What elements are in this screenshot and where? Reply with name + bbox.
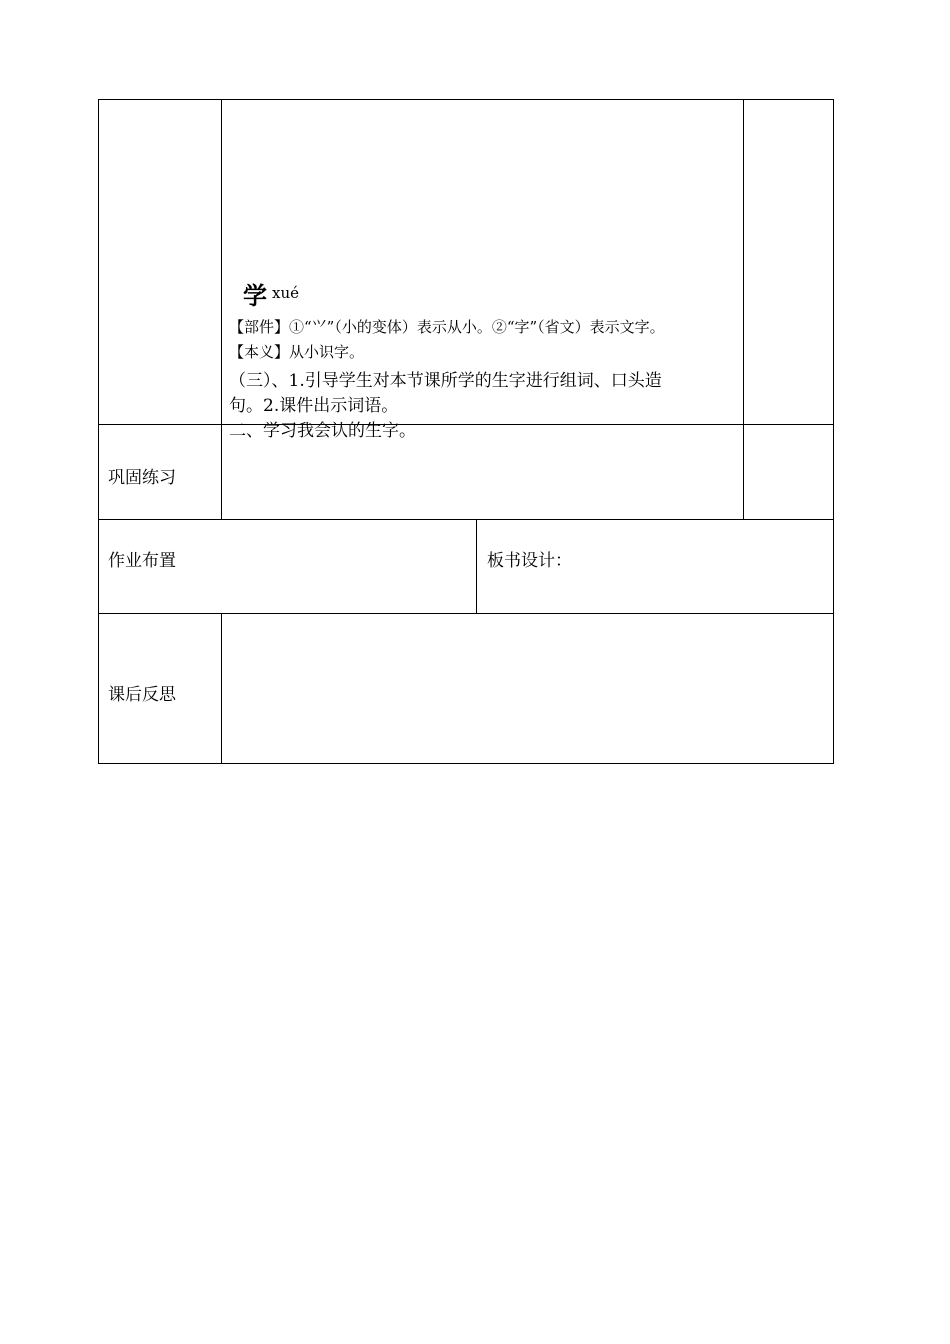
- col-divider-board: [476, 519, 477, 614]
- practice-label: 巩固练习: [108, 468, 176, 488]
- character-pinyin: xué: [272, 284, 299, 302]
- step3-line1: （三）、1.引导学生对本节课所学的生字进行组词、口头造: [229, 371, 662, 391]
- col-divider-reflection: [221, 613, 222, 764]
- character-heading: 学: [243, 281, 267, 310]
- table-border-bottom: [98, 763, 834, 764]
- reflection-label: 课后反思: [108, 685, 176, 705]
- row-divider-2: [98, 519, 834, 520]
- meaning-line: 【本义】从小识字。: [229, 343, 365, 361]
- table-border-right: [833, 99, 834, 764]
- step3-line2: 句。2.课件出示词语。: [229, 396, 399, 416]
- table-border-top: [98, 99, 834, 100]
- board-design-label: 板书设计：: [487, 551, 572, 571]
- section2-heading: 二、学习我会认的生字。: [229, 421, 416, 441]
- homework-label: 作业布置: [108, 551, 176, 571]
- row-divider-3: [98, 613, 834, 614]
- col-divider-notes: [743, 99, 744, 520]
- components-line: 【部件】①“⺍”（小的变体）表示从小。②“字”（省文）表示文字。: [229, 318, 665, 336]
- table-border-left: [98, 99, 99, 764]
- col-divider-label: [221, 99, 222, 520]
- row-divider-1: [98, 424, 834, 425]
